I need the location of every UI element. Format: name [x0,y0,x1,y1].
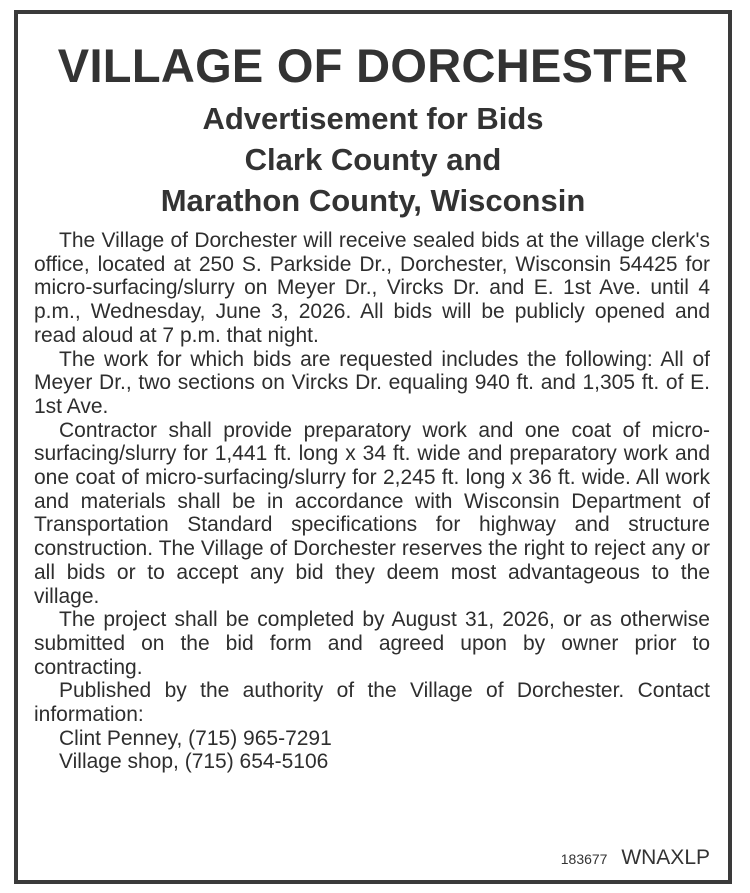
legal-notice-frame [14,10,732,884]
paragraph-completion-date: The project shall be completed by August 31, 2026, or as otherwise submitted on the bid form and agreed upon by owner prior to contracting. [34,608,710,679]
notice-masthead: VILLAGE OF DORCHESTER [57,39,689,92]
publication-code: WNAXLP [621,846,710,869]
paragraph-published-by: Published by the authority of the Village of Dorchester. Contact information: [34,679,710,727]
notice-body [34,229,710,774]
paragraph-work-scope: The work for which bids are requested includes the following: All of Meyer Dr., two sections on Vircks Dr. equaling 940 ft. and 1,305 ft. of E. 1st Ave. [34,347,710,418]
notice-footer [561,846,710,870]
subhead-county-1: Clark County and [244,142,502,177]
contact-village-shop: Village shop, (715) 654-5106 [59,750,329,774]
ad-number: 183677 [560,851,608,867]
paragraph-contractor-requirements: Contractor shall provide preparatory work and one coat of micro-surfacing/slurry for 1,441 ft. long x 34 ft. wide and preparatory work and one coat of micro-surfacing/slurry for 2,245 ft. long x 36 ft. wide. All work and materials shall be in accordance with Wisconsin Department of Transportation Standard specifications for highway and structure construction. The Village of Dorchester reserves the right to reject any or all bids or to accept any bid they deem most advantageous to the village. [34,418,710,608]
contact-clint-penney: Clint Penney, (715) 965-7291 [59,726,332,750]
notice-subheads [18,98,728,221]
subhead-advertisement: Advertisement for Bids [202,101,544,136]
subhead-county-2: Marathon County, Wisconsin [160,183,586,218]
paragraph-bid-receipt: The Village of Dorchester will receive sealed bids at the village clerk's office, located at 250 S. Parkside Dr., Dorchester, Wisconsin 54425 for micro-surfacing/slurry on Meyer Dr., Vircks Dr. and E. 1st Ave. until 4 p.m., Wednesday, June 3, 2026. All bids will be publicly opened and read aloud at 7 p.m. that night. [34,229,710,347]
